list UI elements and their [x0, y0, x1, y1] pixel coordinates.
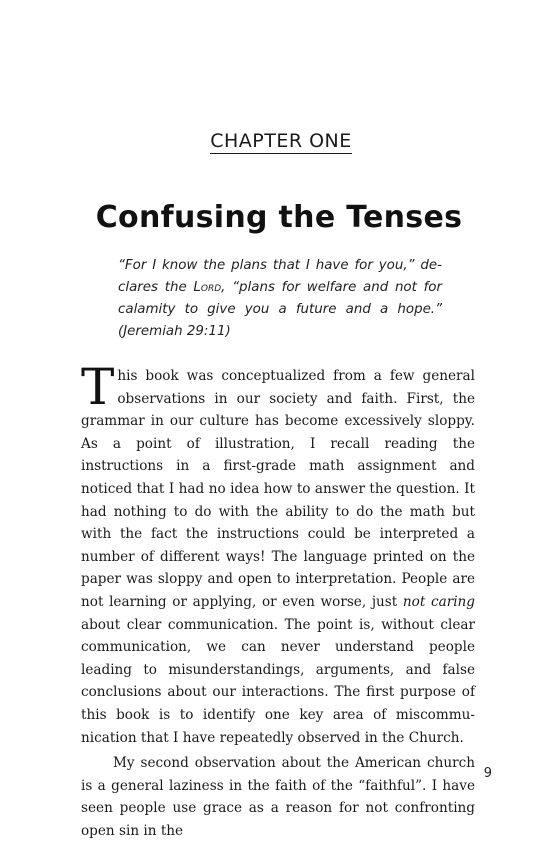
- page-number: 9: [483, 766, 492, 781]
- paragraph-1-emphasis: not caring: [402, 593, 475, 610]
- paragraph-1-text-end: about clear communication. The point is, without clear communication, we can never understand people leading to misunderstandings, arguments, and false conclusions about our interactions. The first purpose of this book is to identify one key area of miscommunication that I have repeatedly observed in the Church.: [81, 616, 475, 746]
- paragraph-1: [81, 358, 475, 749]
- epigraph-text-end: , “plans for welfare and not for calamity to give you a future and a hope.” (Jeremiah 29:11): [118, 280, 442, 339]
- paragraph-1-text-start: his book was conceptualized from a few general observations in our society and faith. First, the grammar in our culture has become excessively sloppy. As a point of illustration, I recall reading the instructions in a first-grade math assignment and noticed that I had no idea how to answer the question. It had nothing to do with the ability to do the math but with the fact the instructions could be interpreted a number of different ways! The language printed on the paper was sloppy and open to interpretation. People are not learning or applying, or even worse, just: [81, 368, 475, 610]
- epigraph-text-start: “For I know the plans that I have for you,” declares the: [118, 258, 442, 295]
- epigraph-lord: Lord: [193, 280, 222, 295]
- paragraph-2: My second observation about the American church is a general laziness in the faith of the “faithful”. I have seen people use grace as a reason for not confronting open sin in the: [81, 755, 475, 839]
- body-text: [81, 358, 475, 842]
- chapter-label: [0, 130, 550, 152]
- epigraph: [118, 255, 442, 343]
- drop-cap: T: [81, 358, 115, 416]
- chapter-title: Confusing the Tenses: [95, 200, 463, 235]
- chapter-label-text: CHAPTER ONE: [210, 130, 352, 152]
